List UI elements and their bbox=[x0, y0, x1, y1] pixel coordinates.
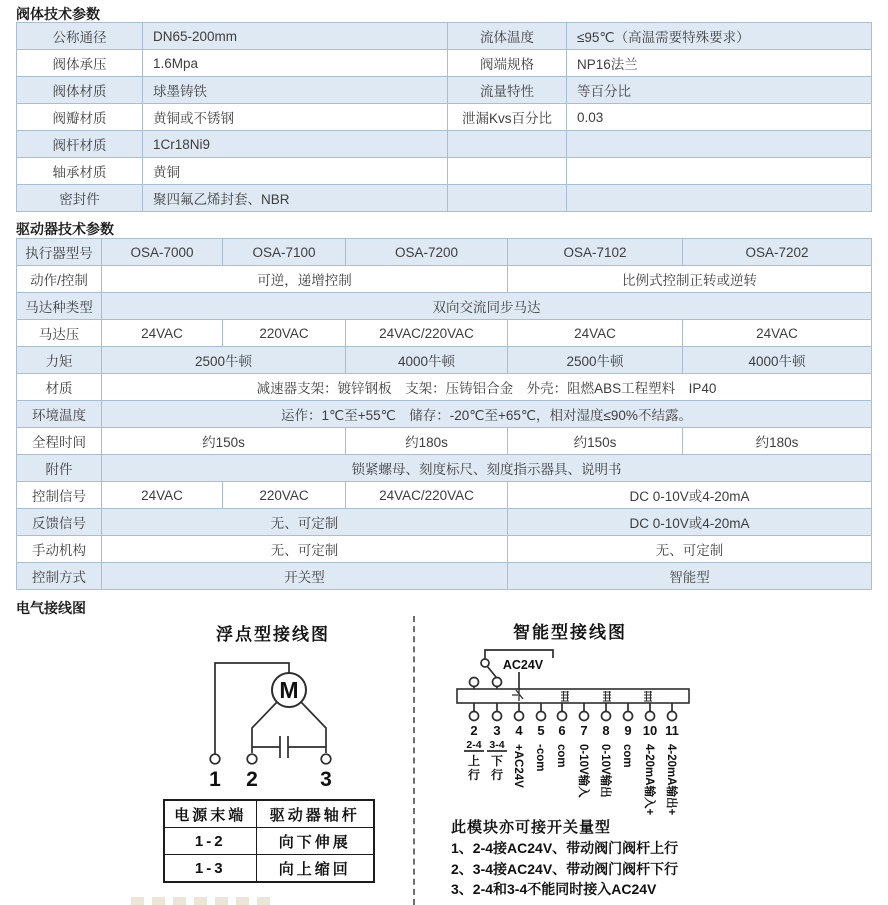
smart-diagram-notes bbox=[451, 817, 751, 900]
terminal-circle bbox=[247, 754, 257, 764]
power-label: AC24V bbox=[502, 658, 544, 672]
valve-table bbox=[16, 22, 872, 212]
valve-table-row bbox=[17, 104, 872, 131]
actuator-table-row bbox=[17, 401, 872, 428]
note-line: 1、2-4接AC24V、带动阀门阀杆上行 bbox=[451, 840, 679, 856]
valve-label-cell: 流体温度 bbox=[448, 23, 567, 50]
actuator-value-cell: 220VAC bbox=[223, 482, 346, 509]
valve-table-row bbox=[17, 158, 872, 185]
actuator-table-row bbox=[17, 266, 872, 293]
valve-label-cell bbox=[448, 185, 567, 212]
valve-label-cell: 密封件 bbox=[17, 185, 143, 212]
actuator-value-cell: 2500牛顿 bbox=[508, 347, 683, 374]
actuator-table-row bbox=[17, 563, 872, 590]
valve-value-cell: 黄铜 bbox=[143, 158, 448, 185]
actuator-table-row bbox=[17, 536, 872, 563]
terminal-number: 10 bbox=[642, 723, 658, 738]
float-wiring-diagram bbox=[150, 643, 390, 798]
motor-label: M bbox=[279, 677, 299, 703]
terminal-circle bbox=[537, 712, 546, 721]
terminal-label: 3-4 bbox=[489, 739, 505, 751]
actuator-value-cell: 4000牛顿 bbox=[683, 347, 872, 374]
terminal-label: 0-10V输出 bbox=[599, 744, 611, 798]
terminal-sub-label: 上 bbox=[467, 754, 481, 768]
valve-table-body bbox=[17, 23, 872, 212]
actuator-value-cell: OSA-7100 bbox=[223, 239, 346, 266]
actuator-value-cell: 约150s bbox=[102, 428, 346, 455]
valve-value-cell: 1.6Mpa bbox=[143, 50, 448, 77]
actuator-value-cell: 约150s bbox=[508, 428, 683, 455]
actuator-value-cell: 4000牛顿 bbox=[346, 347, 508, 374]
switch-blade bbox=[487, 666, 496, 677]
float-table-cell: 向下伸展 bbox=[256, 828, 374, 855]
actuator-value-cell: 约180s bbox=[683, 428, 872, 455]
terminal-circle bbox=[321, 754, 331, 764]
valve-label-cell: 流量特性 bbox=[448, 77, 567, 104]
terminal-number: 3 bbox=[493, 723, 501, 738]
terminal-label: 0-10V输入 bbox=[577, 744, 589, 798]
valve-table-row bbox=[17, 77, 872, 104]
valve-label-cell bbox=[448, 158, 567, 185]
valve-value-cell: ≤95℃（高温需要特殊要求） bbox=[567, 23, 872, 50]
valve-label-cell: 阀体材质 bbox=[17, 77, 143, 104]
actuator-table bbox=[16, 238, 872, 590]
actuator-value-cell: 双向交流同步马达 bbox=[102, 293, 872, 320]
terminal-circle bbox=[646, 712, 655, 721]
actuator-value-cell: 24VAC/220VAC bbox=[346, 320, 508, 347]
actuator-table-row bbox=[17, 428, 872, 455]
float-wiring-table-body bbox=[164, 800, 374, 882]
terminal-circle bbox=[558, 712, 567, 721]
actuator-value-cell: 比例式控制正转或逆转 bbox=[508, 266, 872, 293]
terminal-label: -com bbox=[534, 744, 546, 772]
wiring-section-title: 电气接线图 bbox=[16, 600, 86, 616]
float-table-cell: 1-3 bbox=[164, 855, 256, 883]
actuator-label-cell: 力矩 bbox=[17, 347, 102, 374]
valve-value-cell: 黄铜或不锈钢 bbox=[143, 104, 448, 131]
valve-label-cell: 阀体承压 bbox=[17, 50, 143, 77]
actuator-table-row bbox=[17, 509, 872, 536]
actuator-table-body bbox=[17, 239, 872, 590]
actuator-label-cell: 附件 bbox=[17, 455, 102, 482]
actuator-table-row bbox=[17, 239, 872, 266]
actuator-value-cell: OSA-7000 bbox=[102, 239, 223, 266]
terminal-number: 4 bbox=[515, 723, 523, 738]
actuator-section-title: 驱动器技术参数 bbox=[16, 221, 114, 237]
terminal-label: 4-20mA输入+ bbox=[643, 744, 655, 816]
actuator-label-cell: 控制信号 bbox=[17, 482, 102, 509]
float-table-header-cell: 驱动器轴杆 bbox=[256, 800, 374, 828]
terminal-strip bbox=[457, 689, 689, 703]
actuator-value-cell: 24VAC bbox=[508, 320, 683, 347]
terminal-number: 2 bbox=[470, 723, 478, 738]
float-table-cell: 向上缩回 bbox=[256, 855, 374, 883]
float-terminal-number: 2 bbox=[246, 768, 258, 791]
valve-table-row bbox=[17, 23, 872, 50]
smart-diagram-title: 智能型接线图 bbox=[513, 623, 627, 642]
actuator-table-row bbox=[17, 320, 872, 347]
actuator-label-cell: 材质 bbox=[17, 374, 102, 401]
terminal-label: 2-4 bbox=[466, 739, 482, 751]
terminal-circle bbox=[210, 754, 220, 764]
actuator-label-cell: 马达压 bbox=[17, 320, 102, 347]
float-terminal-number: 3 bbox=[320, 768, 332, 791]
terminal-circle bbox=[580, 712, 589, 721]
valve-value-cell: NP16法兰 bbox=[567, 50, 872, 77]
float-table-header-cell: 电源末端 bbox=[164, 800, 256, 828]
cutoff-content-artifact bbox=[131, 897, 271, 905]
terminal-sub-label: 行 bbox=[467, 768, 481, 782]
terminal-number: 7 bbox=[580, 723, 588, 738]
actuator-label-cell: 手动机构 bbox=[17, 536, 102, 563]
notes-lines bbox=[451, 838, 751, 900]
terminal-circle bbox=[624, 712, 633, 721]
note-line: 3、2-4和3-4不能同时接入AC24V bbox=[451, 881, 657, 897]
actuator-table-row bbox=[17, 293, 872, 320]
valve-value-cell bbox=[567, 131, 872, 158]
capacitor-symbol bbox=[252, 736, 326, 758]
float-table-row bbox=[164, 828, 374, 855]
terminal-sub-label: 行 bbox=[490, 768, 504, 782]
valve-value-cell bbox=[567, 158, 872, 185]
valve-value-cell: 0.03 bbox=[567, 104, 872, 131]
terminal-label: +AC24V bbox=[512, 744, 524, 788]
actuator-value-cell: 24VAC bbox=[102, 320, 223, 347]
float-terminal-numbers bbox=[209, 768, 332, 791]
terminal-label: 4-20mA输出+ bbox=[665, 744, 677, 816]
actuator-value-cell: OSA-7202 bbox=[683, 239, 872, 266]
actuator-table-row bbox=[17, 455, 872, 482]
terminal-circle bbox=[493, 712, 502, 721]
terminal-number: 9 bbox=[624, 723, 632, 738]
actuator-value-cell: 无、可定制 bbox=[508, 536, 872, 563]
actuator-value-cell: 无、可定制 bbox=[102, 536, 508, 563]
actuator-value-cell: 无、可定制 bbox=[102, 509, 508, 536]
actuator-value-cell: 运作：1℃至+55℃ 储存：-20℃至+65℃，相对湿度≤90%不结露。 bbox=[102, 401, 872, 428]
actuator-label-cell: 环境温度 bbox=[17, 401, 102, 428]
actuator-value-cell: 24VAC bbox=[683, 320, 872, 347]
actuator-value-cell: 24VAC/220VAC bbox=[346, 482, 508, 509]
actuator-label-cell: 动作/控制 bbox=[17, 266, 102, 293]
terminal-circle bbox=[668, 712, 677, 721]
actuator-table-row bbox=[17, 347, 872, 374]
float-table-header-row bbox=[164, 800, 374, 828]
actuator-table-row bbox=[17, 482, 872, 509]
actuator-table-row bbox=[17, 374, 872, 401]
valve-label-cell: 阀杆材质 bbox=[17, 131, 143, 158]
actuator-label-cell: 控制方式 bbox=[17, 563, 102, 590]
actuator-value-cell: OSA-7200 bbox=[346, 239, 508, 266]
valve-value-cell: 球墨铸铁 bbox=[143, 77, 448, 104]
actuator-value-cell: 220VAC bbox=[223, 320, 346, 347]
diagram-divider-line bbox=[413, 616, 415, 905]
terminal-number: 8 bbox=[602, 723, 610, 738]
valve-value-cell bbox=[567, 185, 872, 212]
valve-label-cell: 阀瓣材质 bbox=[17, 104, 143, 131]
actuator-label-cell: 马达种类型 bbox=[17, 293, 102, 320]
terminal-circle bbox=[602, 712, 611, 721]
valve-label-cell: 公称通径 bbox=[17, 23, 143, 50]
terminal-number: 6 bbox=[558, 723, 566, 738]
actuator-value-cell: 智能型 bbox=[508, 563, 872, 590]
actuator-label-cell: 反馈信号 bbox=[17, 509, 102, 536]
note-line: 2、3-4接AC24V、带动阀门阀杆下行 bbox=[451, 860, 679, 877]
terminal-circle bbox=[470, 712, 479, 721]
actuator-value-cell: 开关型 bbox=[102, 563, 508, 590]
terminal-label: com bbox=[555, 744, 567, 768]
float-table-cell: 1-2 bbox=[164, 828, 256, 855]
actuator-value-cell: DC 0-10V或4-20mA bbox=[508, 509, 872, 536]
valve-label-cell: 阀端规格 bbox=[448, 50, 567, 77]
actuator-value-cell: OSA-7102 bbox=[508, 239, 683, 266]
actuator-value-cell: DC 0-10V或4-20mA bbox=[508, 482, 872, 509]
actuator-label-cell: 执行器型号 bbox=[17, 239, 102, 266]
terminal-label: com bbox=[621, 744, 633, 768]
actuator-value-cell: 24VAC bbox=[102, 482, 223, 509]
smart-terminals-group bbox=[464, 703, 679, 816]
switch-contact-circle bbox=[470, 678, 479, 687]
valve-label-cell bbox=[448, 131, 567, 158]
float-terminal-number: 1 bbox=[209, 768, 221, 791]
valve-section-title: 阀体技术参数 bbox=[16, 6, 100, 22]
valve-label-cell: 轴承材质 bbox=[17, 158, 143, 185]
valve-table-row bbox=[17, 131, 872, 158]
valve-value-cell: DN65-200mm bbox=[143, 23, 448, 50]
valve-table-row bbox=[17, 50, 872, 77]
wire-motor-legs bbox=[252, 702, 326, 753]
float-diagram-title: 浮点型接线图 bbox=[216, 625, 330, 644]
terminal-number: 11 bbox=[665, 723, 679, 738]
actuator-value-cell: 减速器支架：镀锌钢板 支架：压铸铝合金 外壳：阻燃ABS工程塑料 IP40 bbox=[102, 374, 872, 401]
valve-table-row bbox=[17, 185, 872, 212]
actuator-value-cell: 锁紧螺母、刻度标尺、刻度指示器具、说明书 bbox=[102, 455, 872, 482]
terminal-sub-label: 下 bbox=[490, 754, 504, 768]
valve-label-cell: 泄漏Kvs百分比 bbox=[448, 104, 567, 131]
terminal-number: 5 bbox=[537, 723, 545, 738]
valve-value-cell: 等百分比 bbox=[567, 77, 872, 104]
float-wiring-table bbox=[163, 799, 375, 883]
notes-title: 此模块亦可接开关量型 bbox=[451, 819, 612, 836]
actuator-label-cell: 全程时间 bbox=[17, 428, 102, 455]
float-table-row bbox=[164, 855, 374, 883]
terminal-circle bbox=[515, 712, 524, 721]
actuator-value-cell: 2500牛顿 bbox=[102, 347, 346, 374]
actuator-value-cell: 可逆，递增控制 bbox=[102, 266, 508, 293]
valve-value-cell: 1Cr18Ni9 bbox=[143, 131, 448, 158]
actuator-value-cell: 约180s bbox=[346, 428, 508, 455]
valve-value-cell: 聚四氟乙烯封套、NBR bbox=[143, 185, 448, 212]
switch-contact-circle bbox=[493, 678, 502, 687]
